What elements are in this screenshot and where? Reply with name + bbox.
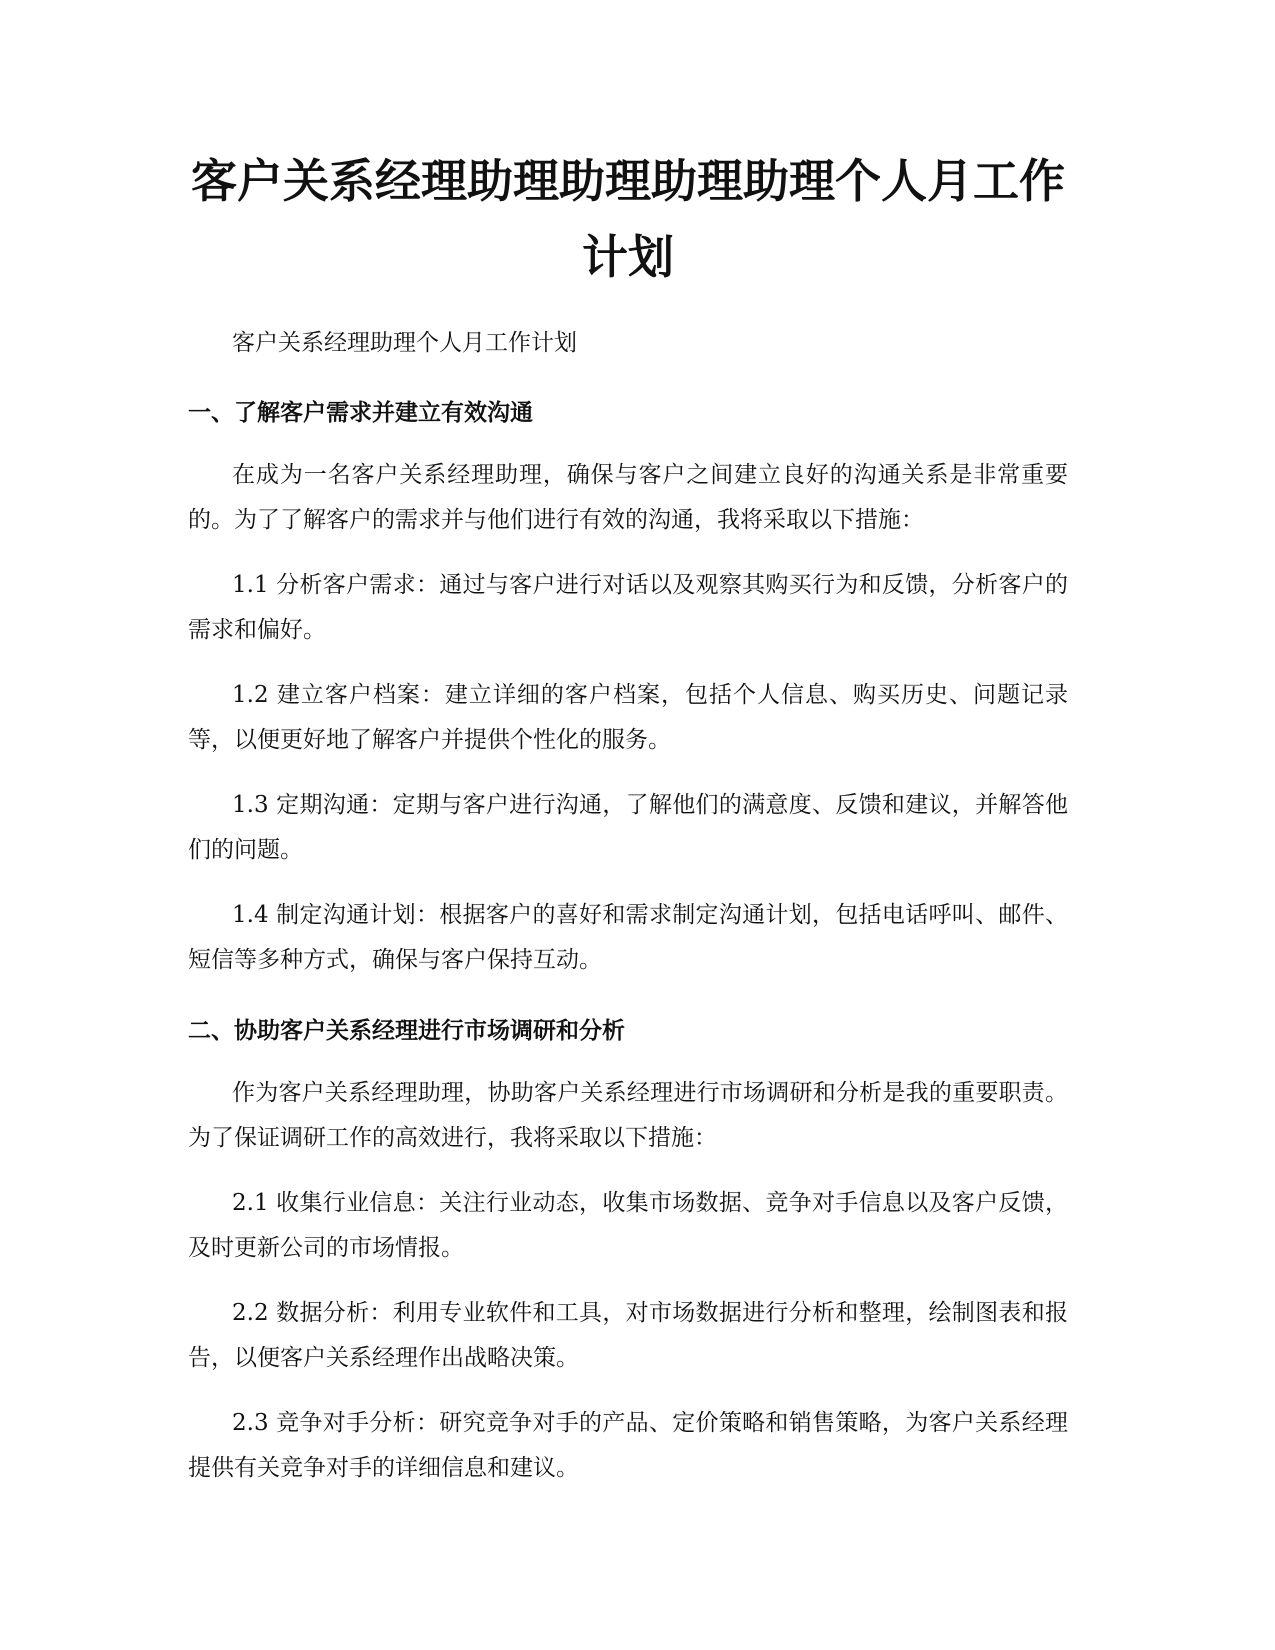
section-1-item-1-1: 1.1 分析客户需求：通过与客户进行对话以及观察其购买行为和反馈，分析客户的需求和偏好。 xyxy=(188,572,1068,643)
document-title: 客户关系经理助理助理助理助理个人月工作计划 xyxy=(191,154,1065,284)
document-subtitle: 客户关系经理助理个人月工作计划 xyxy=(232,330,577,356)
section-1-item-1-4: 1.4 制定沟通计划：根据客户的喜好和需求制定沟通计划，包括电话呼叫、邮件、短信等多种方式，确保与客户保持互动。 xyxy=(188,902,1068,973)
section-heading-2: 二、协助客户关系经理进行市场调研和分析 xyxy=(188,1018,625,1044)
section-1-intro-paragraph: 在成为一名客户关系经理助理，确保与客户之间建立良好的沟通关系是非常重要的。为了了解客户的需求并与他们进行有效的沟通，我将采取以下措施： xyxy=(188,462,1068,533)
section-1-item-1-3: 1.3 定期沟通：定期与客户进行沟通，了解他们的满意度、反馈和建议，并解答他们的问题。 xyxy=(188,792,1068,863)
section-2-item-2-1: 2.1 收集行业信息：关注行业动态，收集市场数据、竞争对手信息以及客户反馈，及时更新公司的市场情报。 xyxy=(188,1190,1068,1261)
section-2-item-2-3: 2.3 竞争对手分析：研究竞争对手的产品、定价策略和销售策略，为客户关系经理提供有关竞争对手的详细信息和建议。 xyxy=(188,1410,1068,1481)
section-heading-1: 一、了解客户需求并建立有效沟通 xyxy=(188,400,533,426)
section-2-item-2-2: 2.2 数据分析：利用专业软件和工具，对市场数据进行分析和整理，绘制图表和报告，以便客户关系经理作出战略决策。 xyxy=(188,1300,1068,1371)
section-1-item-1-2: 1.2 建立客户档案：建立详细的客户档案，包括个人信息、购买历史、问题记录等，以便更好地了解客户并提供个性化的服务。 xyxy=(188,682,1068,753)
section-2-intro-paragraph: 作为客户关系经理助理，协助客户关系经理进行市场调研和分析是我的重要职责。为了保证调研工作的高效进行，我将采取以下措施： xyxy=(188,1080,1068,1151)
